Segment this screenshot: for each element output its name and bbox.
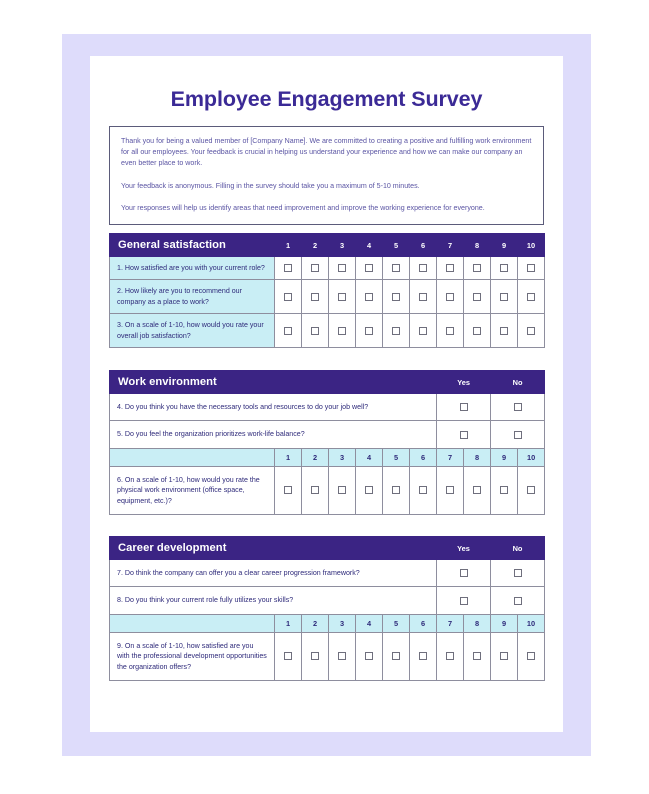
scale-subheader-8: 8 (464, 614, 491, 632)
checkbox-icon[interactable] (311, 486, 319, 494)
question-text-2: 2. How likely are you to recommend our company as a place to work? (110, 280, 275, 314)
checkbox-icon[interactable] (419, 327, 427, 335)
checkbox-icon[interactable] (392, 486, 400, 494)
checkbox-cell-q9-7[interactable] (437, 632, 464, 680)
no-column-header: No (491, 371, 545, 394)
question-text-4: 4. Do you think you have the necessary tools and resources to do your job well? (110, 394, 437, 421)
section-title: Career development (110, 537, 437, 560)
checkbox-cell-q1-2[interactable] (302, 257, 329, 280)
scale-subheader-10: 10 (518, 614, 545, 632)
checkbox-cell-q1-9[interactable] (491, 257, 518, 280)
checkbox-cell-q1-5[interactable] (383, 257, 410, 280)
checkbox-icon[interactable] (392, 652, 400, 660)
checkbox-cell-q3-7[interactable] (437, 314, 464, 348)
checkbox-icon[interactable] (473, 327, 481, 335)
checkbox-icon[interactable] (500, 327, 508, 335)
checkbox-cell-q8-no[interactable] (491, 587, 545, 614)
checkbox-icon[interactable] (514, 431, 522, 439)
intro-paragraph-2: Your feedback is anonymous. Filling in the survey should take you a maximum of 5-10 minutes. (121, 181, 420, 190)
section-table-general-satisfaction (109, 233, 545, 348)
checkbox-icon[interactable] (338, 486, 346, 494)
scale-header-2: 2 (302, 234, 329, 257)
checkbox-icon[interactable] (527, 293, 535, 301)
question-text-1: 1. How satisfied are you with your current role? (110, 257, 275, 280)
scale-subheader-5: 5 (383, 614, 410, 632)
checkbox-cell-q3-3[interactable] (329, 314, 356, 348)
checkbox-cell-q4-yes[interactable] (437, 394, 491, 421)
scale-header-4: 4 (356, 234, 383, 257)
scale-header-3: 3 (329, 234, 356, 257)
question-text-5: 5. Do you feel the organization prioritizes work-life balance? (110, 421, 437, 448)
checkbox-icon[interactable] (460, 431, 468, 439)
question-text-3: 3. On a scale of 1-10, how would you rate your overall job satisfaction? (110, 314, 275, 348)
checkbox-cell-q6-4[interactable] (356, 466, 383, 514)
checkbox-icon[interactable] (527, 486, 535, 494)
checkbox-icon[interactable] (446, 293, 454, 301)
checkbox-cell-q1-4[interactable] (356, 257, 383, 280)
checkbox-icon[interactable] (473, 293, 481, 301)
checkbox-cell-q5-no[interactable] (491, 421, 545, 448)
checkbox-cell-q4-no[interactable] (491, 394, 545, 421)
checkbox-cell-q2-6[interactable] (410, 280, 437, 314)
checkbox-cell-q6-3[interactable] (329, 466, 356, 514)
table-row (110, 560, 545, 587)
checkbox-icon[interactable] (446, 486, 454, 494)
checkbox-cell-q9-1[interactable] (275, 632, 302, 680)
scale-subheader-9: 9 (491, 614, 518, 632)
checkbox-cell-q2-2[interactable] (302, 280, 329, 314)
checkbox-icon[interactable] (473, 264, 481, 272)
checkbox-icon[interactable] (365, 486, 373, 494)
checkbox-cell-q1-8[interactable] (464, 257, 491, 280)
table-row (110, 314, 545, 348)
scale-subheader-4: 4 (356, 614, 383, 632)
section-header-career-development (110, 537, 545, 560)
scale-subheader-1: 1 (275, 448, 302, 466)
scale-header-8: 8 (464, 234, 491, 257)
checkbox-icon[interactable] (284, 486, 292, 494)
checkbox-icon[interactable] (419, 486, 427, 494)
checkbox-icon[interactable] (338, 264, 346, 272)
checkbox-icon[interactable] (514, 569, 522, 577)
page-title: Employee Engagement Survey (170, 87, 483, 111)
scale-header-7: 7 (437, 234, 464, 257)
checkbox-icon[interactable] (500, 293, 508, 301)
checkbox-cell-q2-4[interactable] (356, 280, 383, 314)
checkbox-icon[interactable] (311, 293, 319, 301)
checkbox-icon[interactable] (338, 293, 346, 301)
checkbox-icon[interactable] (514, 403, 522, 411)
question-text-9: 9. On a scale of 1-10, how satisfied are you with the professional development opportunities the organization offers? (110, 632, 275, 680)
question-text-6: 6. On a scale of 1-10, how would you rate the physical work environment (office space, equipment, etc.)? (110, 466, 275, 514)
checkbox-cell-q1-10[interactable] (518, 257, 545, 280)
scale-header-1: 1 (275, 234, 302, 257)
checkbox-cell-q3-9[interactable] (491, 314, 518, 348)
scale-subheader-3: 3 (329, 614, 356, 632)
scale-subheader-6: 6 (410, 614, 437, 632)
table-row (110, 421, 545, 448)
checkbox-icon[interactable] (419, 293, 427, 301)
checkbox-icon[interactable] (527, 264, 535, 272)
checkbox-icon[interactable] (473, 652, 481, 660)
checkbox-icon[interactable] (446, 652, 454, 660)
checkbox-cell-q9-5[interactable] (383, 632, 410, 680)
checkbox-icon[interactable] (473, 486, 481, 494)
checkbox-icon[interactable] (365, 327, 373, 335)
checkbox-icon[interactable] (311, 264, 319, 272)
checkbox-cell-q2-7[interactable] (437, 280, 464, 314)
checkbox-icon[interactable] (500, 486, 508, 494)
checkbox-cell-q6-9[interactable] (491, 466, 518, 514)
scale-subheader-2: 2 (302, 448, 329, 466)
checkbox-icon[interactable] (338, 652, 346, 660)
checkbox-cell-q8-yes[interactable] (437, 587, 491, 614)
checkbox-cell-q9-10[interactable] (518, 632, 545, 680)
checkbox-icon[interactable] (460, 569, 468, 577)
checkbox-icon[interactable] (392, 293, 400, 301)
scale-subheader-blank (110, 448, 275, 466)
scale-subheader-4: 4 (356, 448, 383, 466)
checkbox-cell-q7-no[interactable] (491, 560, 545, 587)
checkbox-icon[interactable] (365, 264, 373, 272)
checkbox-cell-q2-1[interactable] (275, 280, 302, 314)
section-table-career-development (109, 536, 545, 681)
table-row (110, 632, 545, 680)
table-row (110, 466, 545, 514)
scale-header-10: 10 (518, 234, 545, 257)
checkbox-cell-q9-2[interactable] (302, 632, 329, 680)
checkbox-cell-q1-6[interactable] (410, 257, 437, 280)
table-row (110, 394, 545, 421)
scale-subheader-10: 10 (518, 448, 545, 466)
scale-subheader-5: 5 (383, 448, 410, 466)
scale-header-6: 6 (410, 234, 437, 257)
checkbox-icon[interactable] (284, 264, 292, 272)
section-header-general-satisfaction (110, 234, 545, 257)
yes-column-header: Yes (437, 371, 491, 394)
checkbox-cell-q2-3[interactable] (329, 280, 356, 314)
checkbox-icon[interactable] (365, 652, 373, 660)
scale-header-5: 5 (383, 234, 410, 257)
checkbox-cell-q6-1[interactable] (275, 466, 302, 514)
checkbox-cell-q3-10[interactable] (518, 314, 545, 348)
no-column-header: No (491, 537, 545, 560)
checkbox-icon[interactable] (392, 264, 400, 272)
checkbox-icon[interactable] (460, 597, 468, 605)
scale-subheader-3: 3 (329, 448, 356, 466)
document-sheet (90, 56, 563, 732)
scale-subheader-blank (110, 614, 275, 632)
checkbox-cell-q6-8[interactable] (464, 466, 491, 514)
checkbox-icon[interactable] (527, 327, 535, 335)
checkbox-cell-q3-5[interactable] (383, 314, 410, 348)
checkbox-cell-q3-6[interactable] (410, 314, 437, 348)
section-header-work-environment (110, 371, 545, 394)
scale-subheader-1: 1 (275, 614, 302, 632)
table-row (110, 280, 545, 314)
checkbox-cell-q6-6[interactable] (410, 466, 437, 514)
checkbox-icon[interactable] (284, 293, 292, 301)
checkbox-icon[interactable] (500, 264, 508, 272)
yes-column-header: Yes (437, 537, 491, 560)
scale-subheader-7: 7 (437, 614, 464, 632)
checkbox-cell-q1-3[interactable] (329, 257, 356, 280)
checkbox-icon[interactable] (419, 652, 427, 660)
checkbox-cell-q2-5[interactable] (383, 280, 410, 314)
question-text-7: 7. Do think the company can offer you a clear career progression framework? (110, 560, 437, 587)
scale-subheader-9: 9 (491, 448, 518, 466)
checkbox-cell-q1-7[interactable] (437, 257, 464, 280)
checkbox-cell-q3-4[interactable] (356, 314, 383, 348)
checkbox-cell-q6-10[interactable] (518, 466, 545, 514)
checkbox-icon[interactable] (419, 264, 427, 272)
checkbox-cell-q3-8[interactable] (464, 314, 491, 348)
checkbox-icon[interactable] (392, 327, 400, 335)
checkbox-cell-q2-9[interactable] (491, 280, 518, 314)
checkbox-cell-q9-8[interactable] (464, 632, 491, 680)
checkbox-cell-q6-2[interactable] (302, 466, 329, 514)
scale-header-9: 9 (491, 234, 518, 257)
checkbox-icon[interactable] (365, 293, 373, 301)
checkbox-icon[interactable] (446, 264, 454, 272)
checkbox-cell-q9-4[interactable] (356, 632, 383, 680)
checkbox-cell-q9-3[interactable] (329, 632, 356, 680)
checkbox-cell-q2-10[interactable] (518, 280, 545, 314)
checkbox-icon[interactable] (284, 652, 292, 660)
checkbox-cell-q6-5[interactable] (383, 466, 410, 514)
intro-paragraph-1: Thank you for being a valued member of [Company Name]. We are committed to creating a positive and fulfilling work environment for all our employees. Your feedback is crucial in helping us understand your experience and how we can make our company an even better place to work. (121, 137, 532, 168)
checkbox-cell-q1-1[interactable] (275, 257, 302, 280)
scale-subheader-row-work-environment (110, 448, 545, 466)
checkbox-icon[interactable] (338, 327, 346, 335)
scale-subheader-8: 8 (464, 448, 491, 466)
scale-subheader-6: 6 (410, 448, 437, 466)
scale-subheader-row-career-development (110, 614, 545, 632)
checkbox-cell-q7-yes[interactable] (437, 560, 491, 587)
checkbox-icon[interactable] (311, 652, 319, 660)
checkbox-icon[interactable] (500, 652, 508, 660)
scale-subheader-7: 7 (437, 448, 464, 466)
checkbox-icon[interactable] (311, 327, 319, 335)
checkbox-cell-q6-7[interactable] (437, 466, 464, 514)
checkbox-cell-q3-1[interactable] (275, 314, 302, 348)
checkbox-cell-q9-6[interactable] (410, 632, 437, 680)
section-title: General satisfaction (110, 234, 275, 257)
table-row (110, 587, 545, 614)
question-text-8: 8. Do you think your current role fully utilizes your skills? (110, 587, 437, 614)
checkbox-icon[interactable] (460, 403, 468, 411)
checkbox-icon[interactable] (514, 597, 522, 605)
scale-subheader-2: 2 (302, 614, 329, 632)
section-title: Work environment (110, 371, 437, 394)
checkbox-cell-q2-8[interactable] (464, 280, 491, 314)
checkbox-cell-q9-9[interactable] (491, 632, 518, 680)
table-row (110, 257, 545, 280)
intro-paragraph-3: Your responses will help us identify areas that need improvement and improve the working experience for everyone. (121, 203, 485, 212)
checkbox-cell-q5-yes[interactable] (437, 421, 491, 448)
checkbox-icon[interactable] (446, 327, 454, 335)
checkbox-cell-q3-2[interactable] (302, 314, 329, 348)
section-table-work-environment (109, 370, 545, 515)
checkbox-icon[interactable] (527, 652, 535, 660)
intro-text-box (109, 126, 544, 225)
checkbox-icon[interactable] (284, 327, 292, 335)
